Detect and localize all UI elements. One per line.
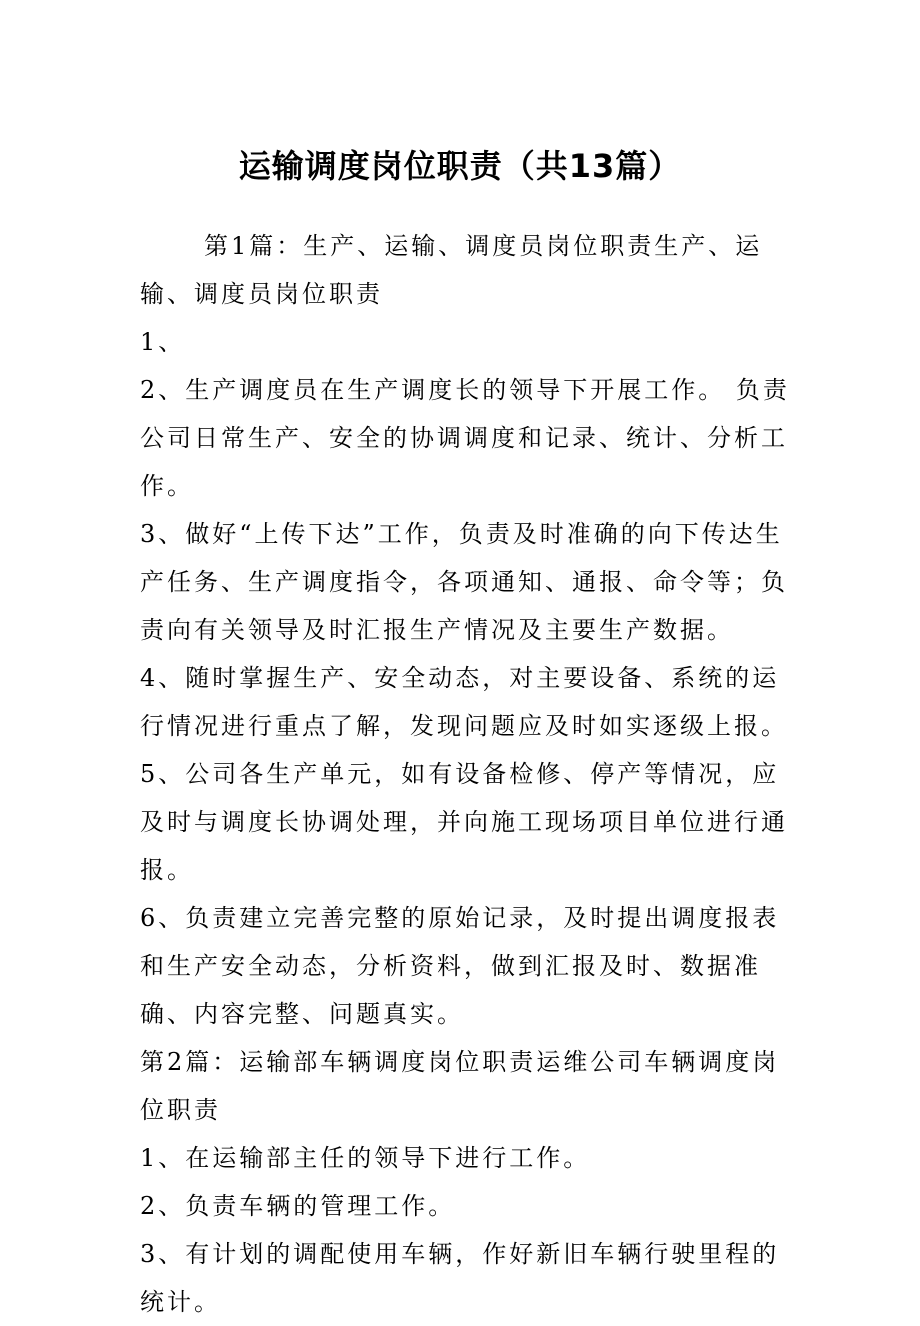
paragraph-item: 2、生产调度员在生产调度长的领导下开展工作。 负责公司日常生产、安全的协调调度和记录、统计、分析工作。 [140,376,790,500]
paragraph-item: 1、在运输部主任的领导下进行工作。 [140,1144,591,1172]
document-body [140,222,800,1326]
section-heading-1: 第1篇：生产、运输、调度员岗位职责生产、运输、调度员岗位职责 [140,232,763,308]
paragraph-item: 2、负责车辆的管理工作。 [140,1192,456,1220]
paragraph-item: 6、负责建立完善完整的原始记录，及时提出调度报表和生产安全动态，分析资料，做到汇报及时、数据准确、内容完整、问题真实。 [140,904,780,1028]
paragraph-item: 5、公司各生产单元，如有设备检修、停产等情况，应及时与调度长协调处理，并向施工现场项目单位进行通报。 [140,760,788,884]
paragraph-item: 3、做好“上传下达”工作，负责及时准确的向下传达生产任务、生产调度指令，各项通知、通报、命令等；负责向有关领导及时汇报生产情况及主要生产数据。 [140,520,788,644]
paragraph-item: 4、随时掌握生产、安全动态，对主要设备、系统的运行情况进行重点了解，发现问题应及时如实逐级上报。 [140,664,788,740]
paragraph-item: 1、 [140,328,186,356]
section-heading-2: 第2篇：运输部车辆调度岗位职责运维公司车辆调度岗位职责 [140,1048,780,1124]
paragraph-item: 3、有计划的调配使用车辆，作好新旧车辆行驶里程的统计。 [140,1240,780,1316]
document-title: 运输调度岗位职责（共13篇） [238,147,682,185]
